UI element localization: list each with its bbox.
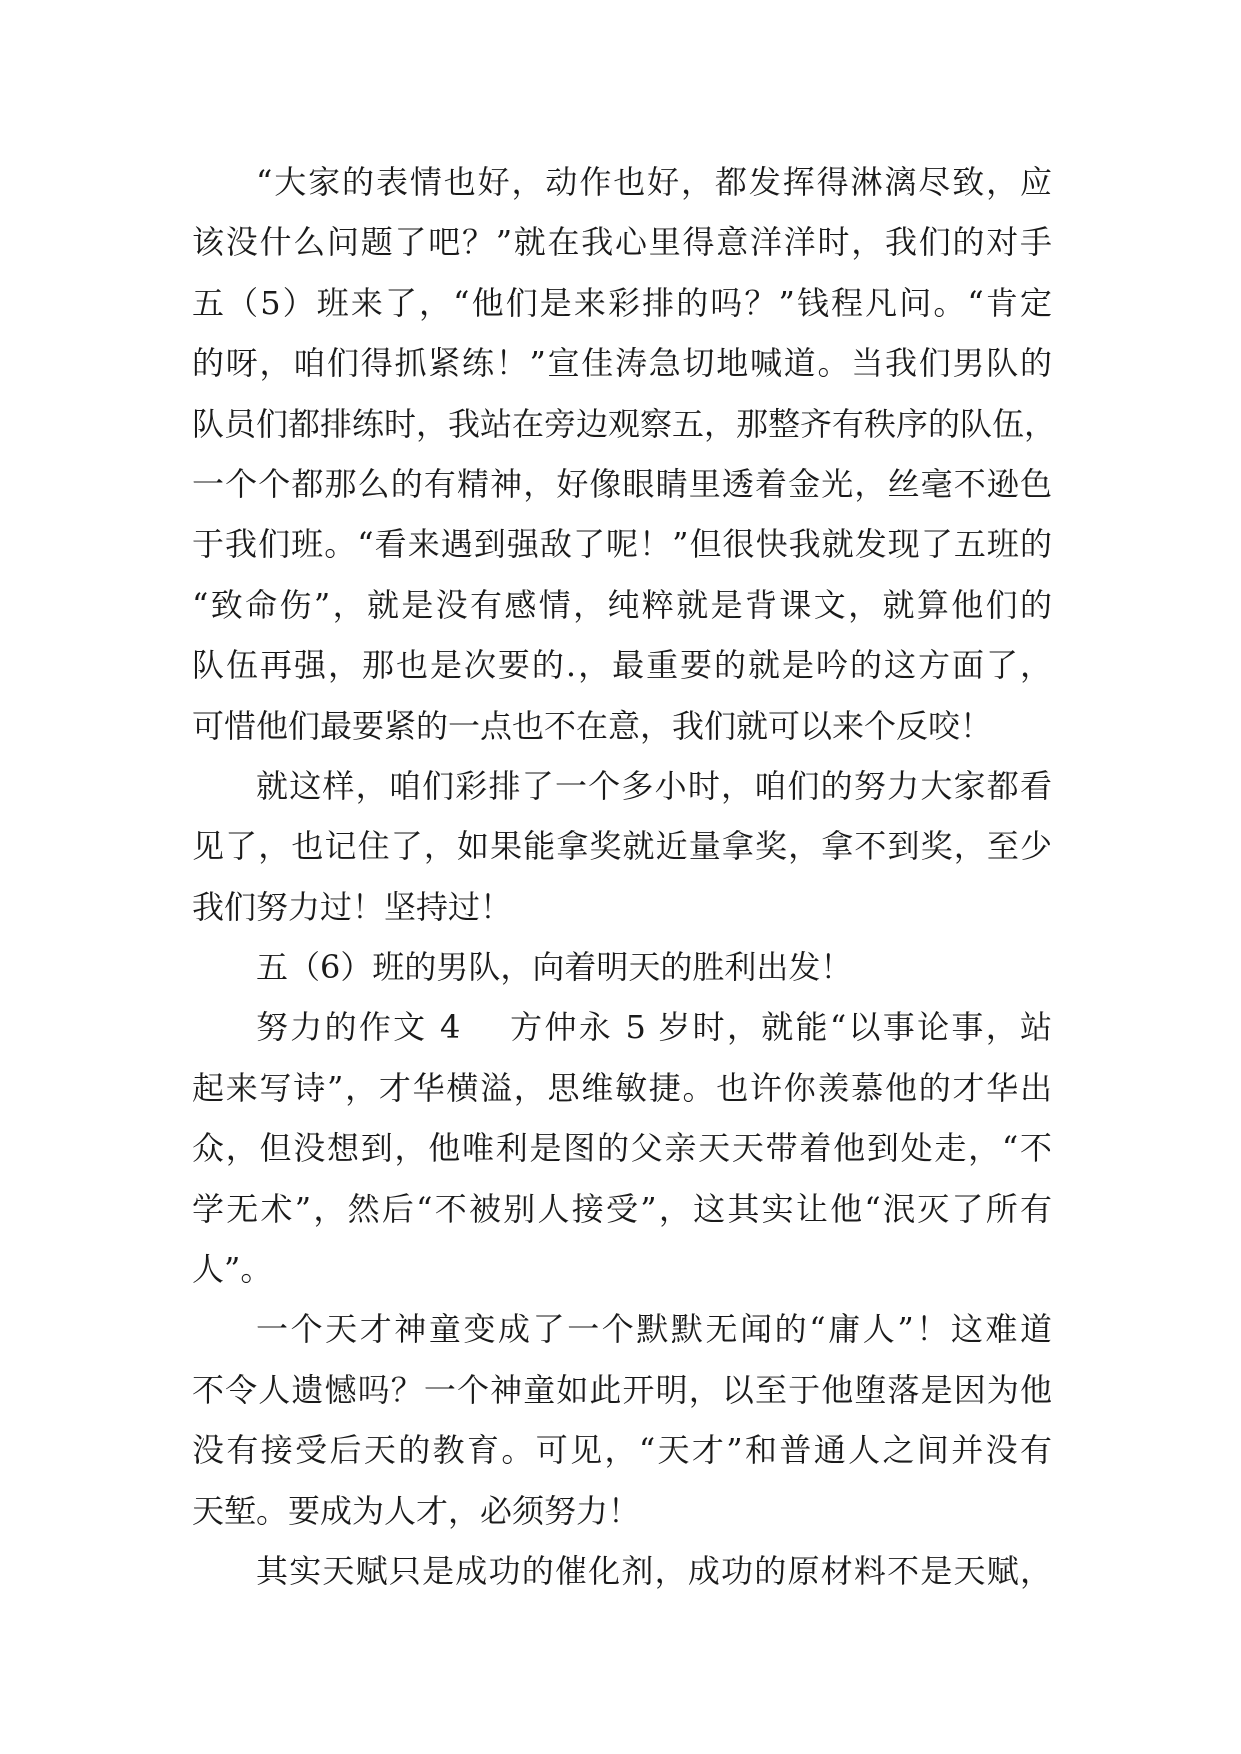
text-line: 没有接受后天的教育。可见，“天才”和普通人之间并没有 (192, 1431, 1052, 1470)
text-line: 一个个都那么的有精神，好像眼睛里透着金光，丝毫不逊色 (192, 464, 1052, 503)
text-line: 见了，也记住了，如果能拿奖就近量拿奖，拿不到奖，至少 (192, 827, 1052, 866)
text-line: 我们努力过！坚持过！ (192, 887, 513, 926)
text-line: 其实天赋只是成功的催化剂，成功的原材料不是天赋， (256, 1551, 1052, 1590)
text-line: 队员们都排练时，我站在旁边观察五，那整齐有秩序的队伍， (192, 404, 1057, 443)
text-line: 于我们班。“看来遇到强敌了呢！”但很快我就发现了五班的 (192, 525, 1052, 564)
text-line: “致命伤”，就是没有感情，纯粹就是背课文，就算他们的 (192, 585, 1052, 624)
text-line: 可惜他们最要紧的一点也不在意，我们就可以来个反咬！ (192, 706, 993, 745)
text-line: 队伍再强，那也是次要的.，最重要的就是吟的这方面了， (192, 646, 1052, 685)
text-line: 五（5）班来了，“他们是来彩排的吗？”钱程凡问。“肯定 (192, 283, 1052, 322)
text-line: 起来写诗”，才华横溢，思维敏捷。也许你羡慕他的才华出 (192, 1068, 1052, 1107)
text-line: “大家的表情也好，动作也好，都发挥得淋漓尽致，应 (256, 163, 1052, 201)
text-line: 不令人遗憾吗？一个神童如此开明，以至于他堕落是因为他 (192, 1370, 1052, 1409)
text-line: 的呀，咱们得抓紧练！”宣佳涛急切地喊道。当我们男队的 (192, 344, 1052, 383)
text-line: 一个天才神童变成了一个默默无闻的“庸人”！这难道 (256, 1310, 1052, 1349)
text-line: 就这样，咱们彩排了一个多小时，咱们的努力大家都看 (256, 766, 1052, 805)
text-line: 该没什么问题了吧？”就在我心里得意洋洋时，我们的对手 (192, 223, 1052, 262)
essay-text (192, 152, 1057, 1601)
text-line: 五（6）班的男队，向着明天的胜利出发！ (256, 948, 853, 987)
text-line: 众，但没想到，他唯利是图的父亲天天带着他到处走，“不 (192, 1129, 1052, 1168)
text-line: 努力的作文 4 方仲永 5 岁时，就能“以事论事，站 (256, 1008, 1052, 1047)
text-line: 学无术”，然后“不被别人接受”，这其实让他“泯灭了所有 (192, 1189, 1052, 1228)
text-line: 人”。 (192, 1250, 273, 1289)
text-line: 天堑。要成为人才，必须努力！ (192, 1491, 641, 1530)
